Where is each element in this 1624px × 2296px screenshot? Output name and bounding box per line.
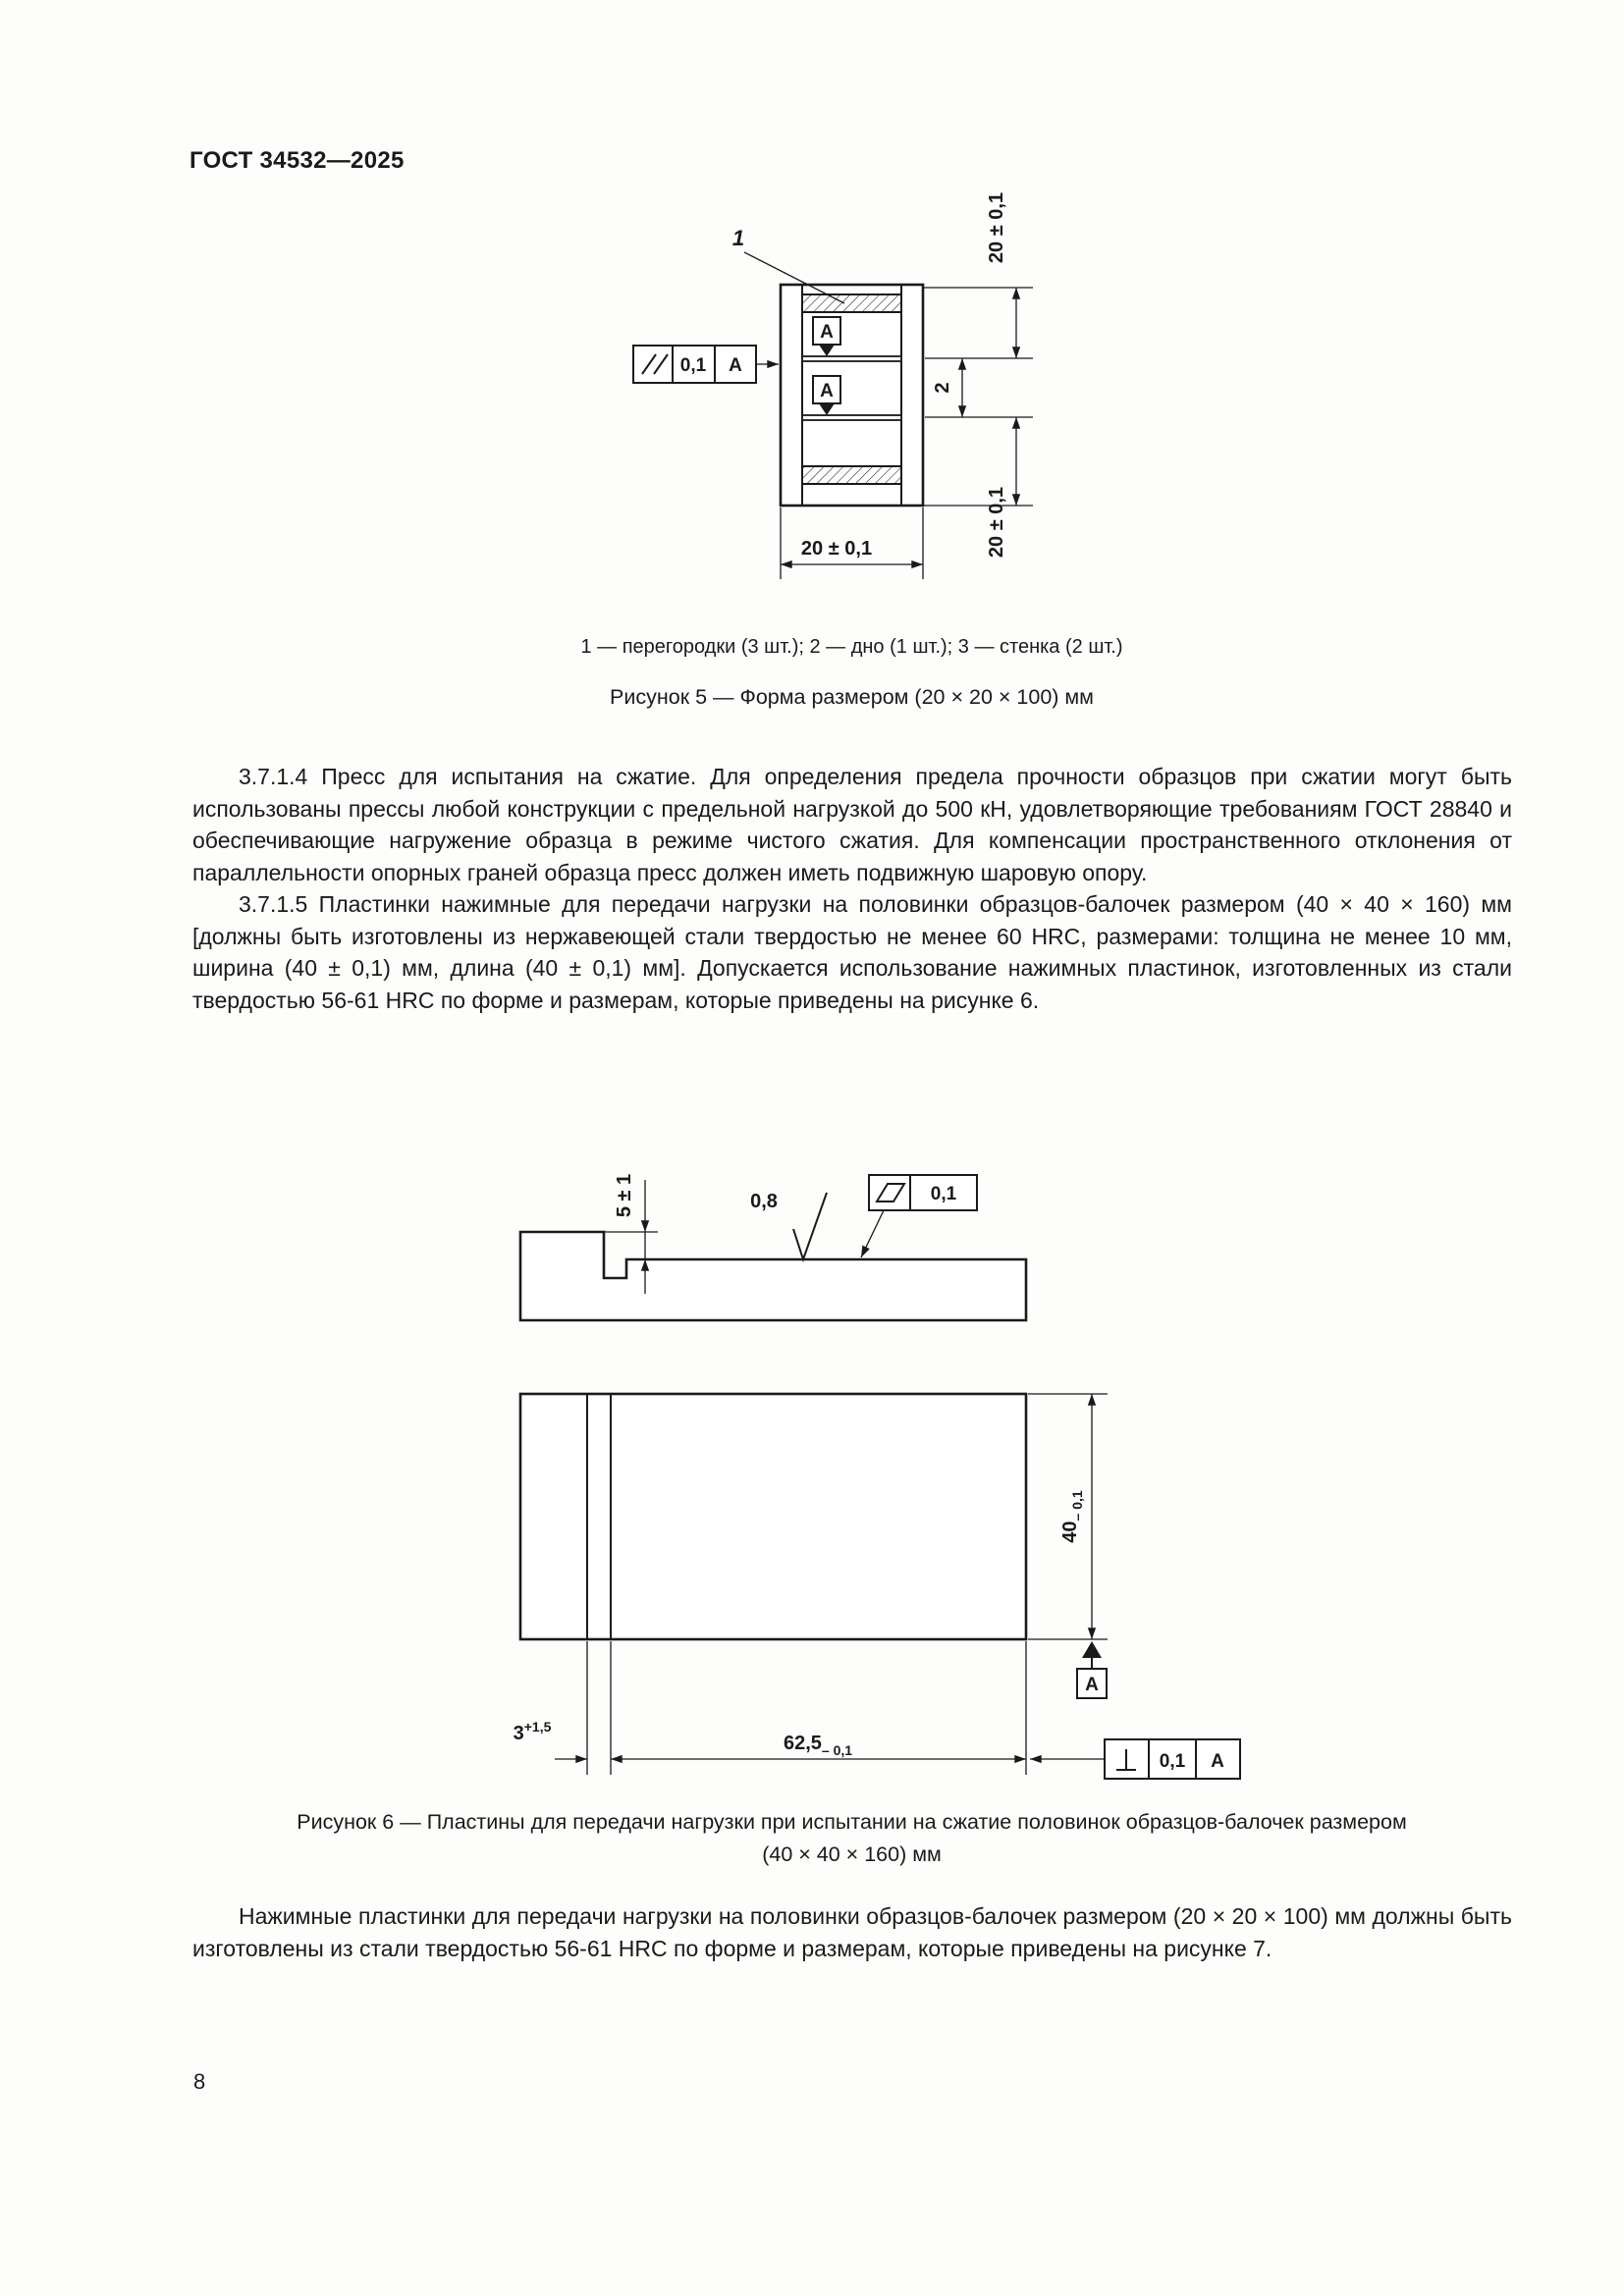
flatness-value: 0,1 xyxy=(930,1184,957,1204)
body-text xyxy=(192,761,1512,1016)
flatness-tolerance-frame xyxy=(861,1175,977,1257)
flatness-leader xyxy=(861,1210,884,1257)
dim-62-5: $62,5_{- 0,1}$ xyxy=(783,1733,853,1758)
plate-plan-view xyxy=(520,1394,1026,1639)
figure6-drawing xyxy=(471,1119,1276,1801)
datum-letter-lower: А xyxy=(820,381,834,401)
dim-20-width: 20 ± 0,1 xyxy=(800,538,873,560)
dimension-middle-2 xyxy=(925,358,1033,417)
bottom-partition-hatched xyxy=(802,466,901,484)
plate-profile xyxy=(520,1232,1026,1320)
dim-2: 2 xyxy=(932,382,953,394)
dim-40: $40_{- 0,1}$ xyxy=(1059,1490,1085,1543)
perp-datum: А xyxy=(1211,1751,1224,1772)
doc-number: ГОСТ 34532—2025 xyxy=(189,147,405,174)
middle-partition-lower xyxy=(802,415,901,420)
datum-triangle-icon xyxy=(1082,1641,1102,1658)
figure6-caption xyxy=(191,1806,1512,1871)
parallelism-tolerance-frame xyxy=(633,346,779,383)
figure5-legend: 1 — перегородки (3 шт.); 2 — дно (1 шт.); 3 — стенка (2 шт.) xyxy=(580,636,1123,658)
dimension-top-right xyxy=(923,192,1033,358)
middle-partition-upper xyxy=(802,356,901,361)
dimension-width-40 xyxy=(1028,1394,1108,1639)
figure5-caption: Рисунок 5 — Форма размером (20 × 20 × 100) мм xyxy=(610,685,1094,709)
dimension-bottom-right xyxy=(923,417,1033,558)
figure6-caption-line1: Рисунок 6 — Пластины для передачи нагрузки при испытании на сжатие половинок образцов-балочек размером xyxy=(297,1810,1407,1834)
paragraph-final: Нажимные пластинки для передачи нагрузки на половинки образцов-балочек размером (20 × 20 × 100) мм должны быть изготовлены из стали твердостью 56-61 HRC по форме и размерам, которые приведены на рисунке 7. xyxy=(192,1903,1512,1961)
roughness-icon xyxy=(793,1193,827,1259)
dim-20-bottom-right: 20 ± 0,1 xyxy=(986,486,1007,559)
datum-letter-upper: А xyxy=(820,322,834,343)
plate-side-view xyxy=(520,1232,1026,1320)
perp-value: 0,1 xyxy=(1159,1751,1186,1772)
dimension-step-3 xyxy=(514,1719,587,1759)
roughness-value: 0,8 xyxy=(750,1191,778,1212)
figure5-drawing xyxy=(569,157,1080,628)
dim-5: 5 ± 1 xyxy=(614,1173,635,1218)
dim-20-top: 20 ± 0,1 xyxy=(986,191,1007,264)
datum-flag-a xyxy=(1077,1641,1107,1698)
callout-1-label: 1 xyxy=(731,226,745,250)
parallelism-datum: А xyxy=(729,355,742,376)
figure6-caption-line2: (40 × 40 × 160) мм xyxy=(762,1842,942,1866)
roughness-mark xyxy=(750,1191,827,1259)
top-partition-hatched xyxy=(802,294,901,312)
dimension-bottom-width xyxy=(781,507,923,579)
page-number: 8 xyxy=(193,2069,206,2094)
paragraph-3-7-1-5: 3.7.1.5 Пластинки нажимные для передачи нагрузки на половинки образцов-балочек размером (40 × 40 × 160) мм [должны быть изготовлены из нержавеющей стали твердостью не менее 60 HRC, размерами: толщина не менее 10 мм, ширина (40 ± 0,1) мм, длина (40 ± 0,1) мм]. Допускается использование нажимных пластинок, изготовленных из стали твердостью 56-61 HRC по форме и размерам, которые приведены на рисунке 6. xyxy=(192,891,1512,1013)
dimension-length-62-5 xyxy=(587,1641,1026,1775)
datum-letter: А xyxy=(1085,1675,1099,1695)
dim-3: $3^{+1,5}$ xyxy=(513,1719,552,1744)
mold-cross-section xyxy=(781,285,923,506)
plate-plan-outline xyxy=(520,1394,1026,1639)
paragraph-3-7-1-4: 3.7.1.4 Пресс для испытания на сжатие. Для определения предела прочности образцов при сжатии могут быть использованы прессы любой конструкции с предельной нагрузкой до 500 кН, удовлетворяющие требованиям ГОСТ 28840 и обеспечивающие нагружение образца в режиме чистого сжатия. Для компенсации пространственного отклонения от параллельности опорных граней образца пресс должен иметь подвижную шаровую опору. xyxy=(192,764,1512,885)
parallelism-value: 0,1 xyxy=(679,355,707,376)
perpendicularity-tolerance-frame xyxy=(1030,1739,1240,1779)
